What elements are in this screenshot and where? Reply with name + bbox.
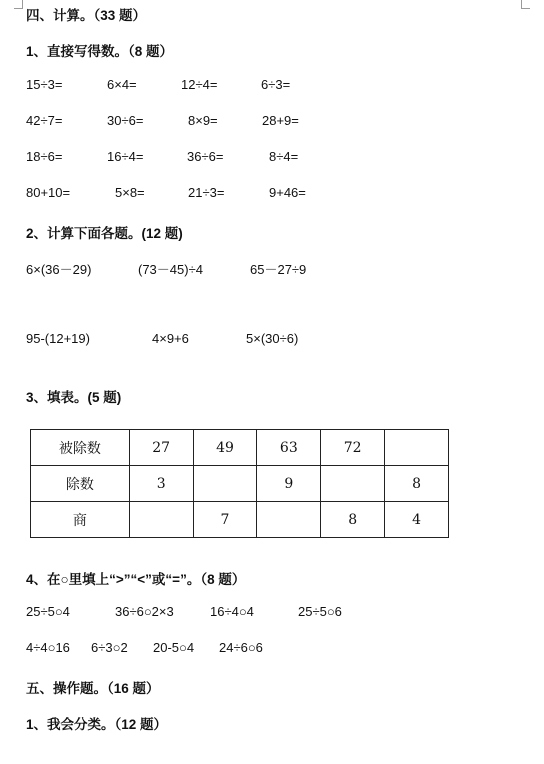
page-corner-mark-right [521,0,530,9]
q1-item: 80+10= [26,185,71,200]
table-cell: 商 [31,502,130,538]
q4-item: 6÷3○2 [91,640,128,655]
q4-item: 25÷5○6 [298,604,342,619]
table-cell [129,502,193,538]
q1-item: 18÷6= [26,149,63,164]
table-cell: 27 [129,430,193,466]
q3-title: 3、填表。(5 题) [26,390,122,405]
table-cell [193,466,257,502]
q1-item: 12÷4= [181,77,218,92]
q4-title: 4、在○里填上“>”“<”或“=”。（8 题） [26,572,246,587]
q1-item: 42÷7= [26,113,63,128]
table-row [31,502,449,538]
q1-item: 28+9= [262,113,299,128]
table-row [31,430,449,466]
section5-title: 五、操作题。（16 题） [26,681,160,696]
q2-title: 2、计算下面各题。(12 题) [26,226,183,241]
q4-item: 25÷5○4 [26,604,70,619]
q4-item: 4÷4○16 [26,640,70,655]
table-cell [321,466,385,502]
q2-item: 65－27÷9 [250,262,307,277]
q1-item: 30÷6= [107,113,144,128]
table-cell: 除数 [31,466,130,502]
table-cell: 9 [257,466,321,502]
table-cell: 72 [321,430,385,466]
q2-item: (73－45)÷4 [138,262,203,277]
q2-item: 6×(36－29) [26,262,92,277]
q1-item: 6×4= [107,77,137,92]
q1-item: 6÷3= [261,77,291,92]
q5-1-title: 1、我会分类。（12 题） [26,717,168,732]
q1-item: 16÷4= [107,149,144,164]
q1-item: 15÷3= [26,77,63,92]
q2-item: 95-(12+19) [26,331,90,346]
q2-item: 4×9+6 [152,331,189,346]
q4-item: 24÷6○6 [219,640,263,655]
q4-item: 16÷4○4 [210,604,254,619]
table-cell: 7 [193,502,257,538]
page-corner-mark-left [14,0,23,9]
table-cell: 8 [321,502,385,538]
table-cell: 4 [385,502,449,538]
table-cell: 3 [129,466,193,502]
q4-item: 36÷6○2×3 [115,604,174,619]
fill-in-table [30,429,449,538]
q1-item: 8×9= [188,113,218,128]
q2-item: 5×(30÷6) [246,331,299,346]
q1-title: 1、直接写得数。（8 题） [26,44,174,59]
table-cell: 8 [385,466,449,502]
q4-item: 20-5○4 [153,640,195,655]
table-cell [257,502,321,538]
table-cell [385,430,449,466]
table-cell: 49 [193,430,257,466]
table-cell: 63 [257,430,321,466]
q1-item: 36÷6= [187,149,224,164]
table-row [31,466,449,502]
q1-item: 5×8= [115,185,145,200]
q1-item: 21÷3= [188,185,225,200]
q1-item: 9+46= [269,185,306,200]
section4-title: 四、计算。（33 题） [26,8,147,23]
table-cell: 被除数 [31,430,130,466]
q1-item: 8÷4= [269,149,299,164]
